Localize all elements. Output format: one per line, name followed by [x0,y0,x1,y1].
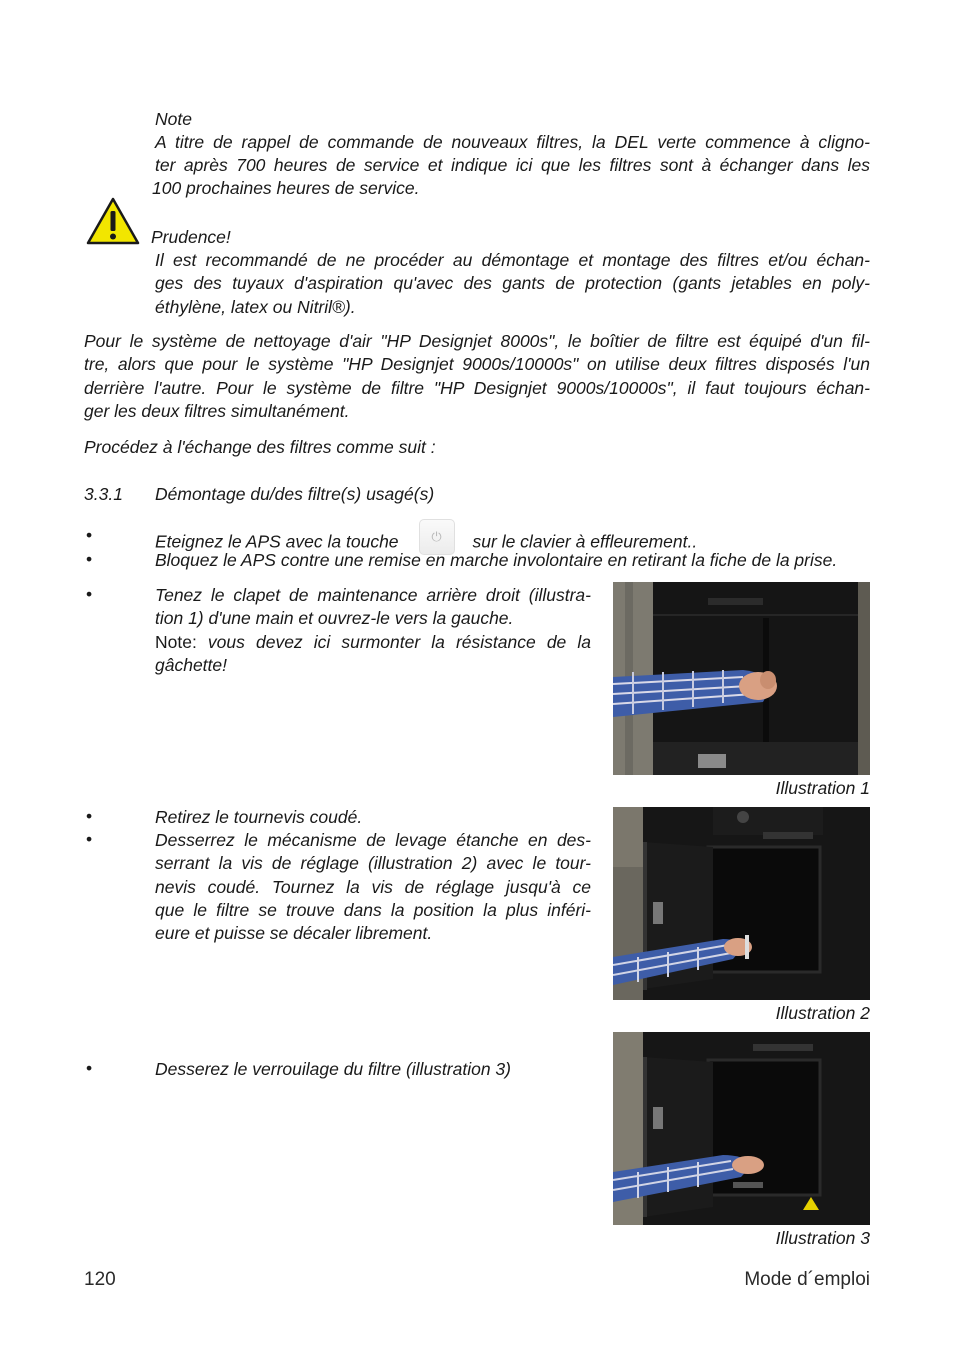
bullet-loosen-mechanism [155,829,591,945]
warning-triangle-icon [85,196,141,246]
illustration-2-caption: Illustration 2 [775,1003,870,1023]
bullet-note-line: gâchette! [155,654,227,675]
bullet-remove-screwdriver: Retirez le tournevis coudé. [155,807,363,827]
note-label: Note: [155,631,197,652]
intro-line: Pour le système de nettoyage d'air "HP Designjet 8000s", le boîtier de filtre est équipé d'un fil- [84,331,870,351]
caution-line: Il est recommandé de ne procéder au démontage et montage des filtres et/ou échan- [155,250,870,270]
bullet-symbol: • [86,806,93,826]
intro-line: ger les deux filtres simultanément. [84,400,350,421]
bullet-symbol: • [86,549,93,569]
caution-title: Prudence! [151,227,231,247]
bullet-symbol: • [86,525,93,545]
note-text: vous devez ici surmonter la résistance de la [196,631,591,652]
bullet-open-flap [155,584,591,677]
bullet-symbol: • [86,584,93,604]
caution-line: ges des tuyaux d'aspiration qu'avec des gants de protection (gants jetables en poly- [155,273,870,294]
illustration-2-photo [613,807,870,1000]
caution-body [155,249,870,319]
procedure-text: Procédez à l'échange des filtres comme suit : [84,437,436,457]
bullet-line: serrant la vis de réglage (illustration 2) avec le tour- [155,853,591,874]
illustration-1-caption: Illustration 1 [775,778,870,798]
bullet-text: sur le clavier à effleurement.. [472,531,698,552]
bullet-unplug: Bloquez le APS contre une remise en marche involontaire en retirant la fiche de la prise. [155,550,838,570]
power-icon: ⏻ [431,529,442,544]
note-line: A titre de rappel de commande de nouveaux filtres, la DEL verte commence à cligno- [155,132,870,152]
bullet-line: eure et puisse se décaler librement. [155,923,433,944]
note-body [155,131,870,178]
note-title: Note [155,109,192,129]
illustration-3-caption: Illustration 3 [775,1228,870,1248]
bullet-line: Desserrez le mécanisme de levage étanche en des- [155,830,591,850]
section-title: Démontage du/des filtre(s) usagé(s) [155,484,435,504]
bullet-symbol: • [86,1058,93,1078]
note-line: ter après 700 heures de service et indique ici que les filtres sont à échanger dans les [155,155,870,176]
bullet-release-filter-lock: Desserez le verrouilage du filtre (illustration 3) [155,1059,511,1079]
bullet-note-line [155,631,591,654]
bullet-line: Tenez le clapet de maintenance arrière droit (illustra- [155,585,591,605]
caution-line: éthylène, latex ou Nitril®). [155,296,356,317]
illustration-1-photo [613,582,870,775]
document-title: Mode d´emploi [744,1269,870,1290]
intro-line: tre, alors que pour le système "HP Designjet 9000s/10000s" on utilise deux filtres disposés l'un [84,354,870,375]
illustration-3-photo [613,1032,870,1225]
bullet-line: tion 1) d'une main et ouvrez-le vers la gauche. [155,608,514,629]
bullet-line: que le filtre se trouve dans la position la plus inféri- [155,899,591,920]
intro-line: derrière l'autre. Pour le système de filtre "HP Designjet 9000s/10000s", il faut toujours échan- [84,377,870,398]
bullet-symbol: • [86,829,93,849]
bullet-line: nevis coudé. Tournez la vis de réglage jusqu'à ce [155,876,591,897]
intro-paragraph [84,330,870,423]
note-line: 100 prochaines heures de service. [152,178,420,198]
page-number: 120 [84,1269,116,1290]
bullet-text: Eteignez le APS avec la touche [155,531,399,552]
section-number: 3.3.1 [84,484,123,504]
